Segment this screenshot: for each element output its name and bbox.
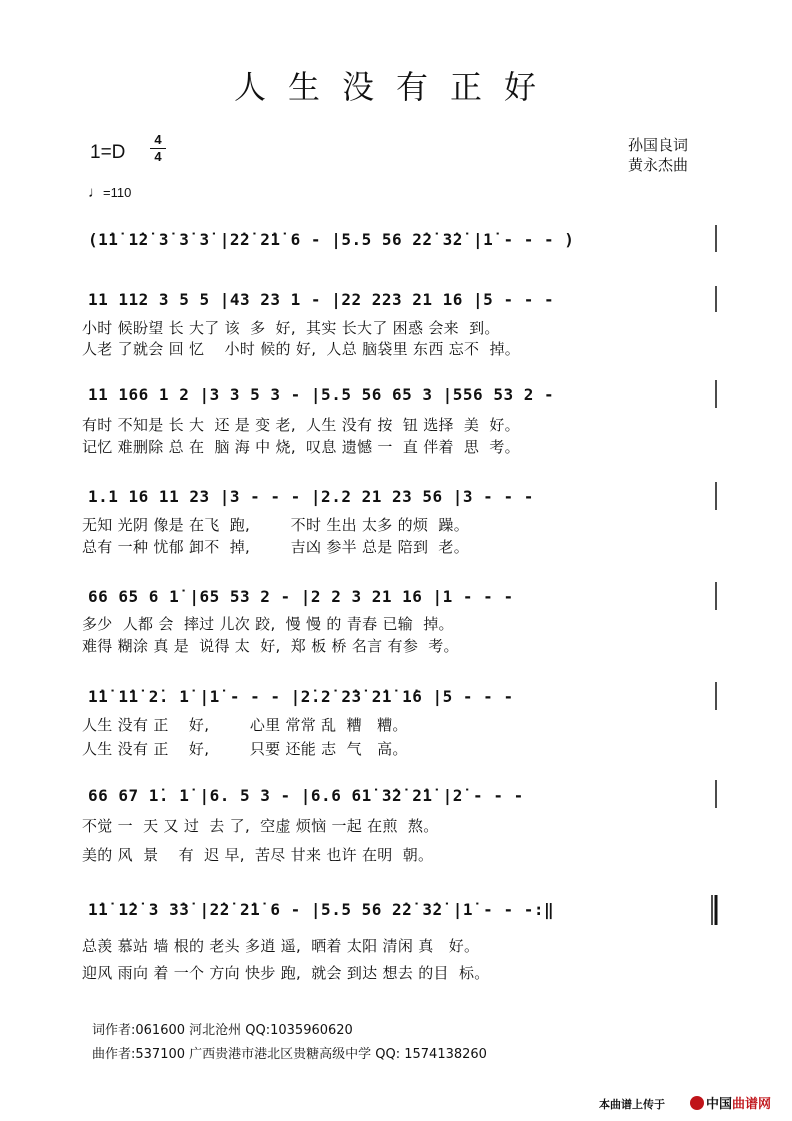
lyrics-line-6-verse-1: 人生 没有 正 好, 心里 常常 乱 糟 糟。 (82, 716, 408, 734)
lyricist-info: 词作者:061600 河北沧州 QQ:1035960620 (92, 1023, 353, 1038)
site-logo (690, 1093, 771, 1112)
lyrics-line-2-verse-1: 小时 候盼望 长 大了 该 多 好, 其实 长大了 困惑 会来 到。 (82, 319, 500, 337)
lyrics-line-7-verse-2: 美的 风 景 有 迟 早, 苦尽 甘来 也许 在明 朝。 (82, 846, 434, 864)
site-name-part-1: 中国 (706, 1097, 733, 1112)
time-signature-top: 4 (154, 132, 162, 147)
lyrics-line-5-verse-1: 多少 人都 会 摔过 儿次 跤, 慢 慢 的 青春 已输 掉。 (82, 615, 454, 633)
key-signature: 1=D (90, 142, 126, 163)
lyrics-line-2-verse-2: 人老 了就会 回 忆 小时 候的 好, 人总 脑袋里 东西 忘不 掉。 (82, 340, 521, 358)
notation-line-5: 66 65 6 1̇ |65 53 2 - |2 2 3 21 16 |1 - - - (88, 587, 514, 606)
time-signature-bottom: 4 (154, 149, 162, 164)
notation-line-3: 11 166 1 2 |3 3 5 3 - |5.5 56 65 3 |556 53 2 - (88, 385, 555, 404)
lyrics-line-4-verse-2: 总有 一种 忧郁 卸不 掉, 吉凶 参半 总是 陪到 老。 (82, 538, 469, 556)
composer-credit: 黄永杰曲 (628, 156, 689, 174)
lyricist-credit: 孙国良词 (628, 136, 689, 154)
quarter-note-icon: ♩ (88, 184, 103, 201)
lyrics-line-5-verse-2: 难得 糊涂 真 是 说得 太 好, 郑 板 桥 名言 有参 考。 (82, 637, 459, 655)
notation-line-6: 1̇1̇ 1̇1̇ 2̇. 1̇ |1̇ - - - |2̇.2̇ 2̇3̇ 2̇1̇ 1̇6 |5 - - - (88, 687, 514, 706)
lyrics-line-7-verse-1: 不觉 一 天 又 过 去 了, 空虚 烦恼 一起 在煎 熬。 (82, 817, 439, 835)
site-name-part-2: 曲谱网 (732, 1097, 772, 1112)
lyrics-line-8-verse-1: 总羡 慕站 墙 根的 老头 多逍 遥, 晒着 太阳 清闲 真 好。 (82, 937, 480, 955)
upload-source-text: 本曲谱上传于 (599, 1098, 665, 1111)
notation-line-1: (1̇1̇ 1̇2̇ 3̇ 3̇ 3̇ |2̇2̇ 2̇1̇ 6 - |5.5 56 2̇2̇ 3̇2̇ |1̇ - - - ) (88, 230, 575, 249)
lyrics-line-8-verse-2: 迎风 雨向 着 一个 方向 快步 跑, 就会 到达 想去 的目 标。 (82, 964, 490, 982)
notation-line-7: 66 67 1̇. 1̇ |6. 5 3 - |6.6 61̇ 3̇2̇ 2̇1̇ |2̇ - - - (88, 786, 524, 805)
site-logo-icon (690, 1096, 704, 1110)
lyrics-line-3-verse-1: 有时 不知是 长 大 还 是 变 老, 人生 没有 按 钮 选择 美 好。 (82, 416, 520, 434)
lyrics-line-3-verse-2: 记忆 难删除 总 在 脑 海 中 烧, 叹息 遗憾 一 直 伴着 思 考。 (82, 438, 520, 456)
composer-info: 曲作者:537100 广西贵港市港北区贵糖高级中学 QQ: 1574138260 (92, 1047, 487, 1062)
notation-line-2: 11 112 3 5 5 |43 23 1 - |22 223 21 16 |5 - - - (88, 290, 555, 309)
song-title: 人生没有正好 (233, 68, 558, 106)
lyrics-line-4-verse-1: 无知 光阴 像是 在飞 跑, 不时 生出 太多 的烦 躁。 (82, 516, 469, 534)
notation-line-8: 1̇1̇ 1̇2̇ 3 3̇3̇ |2̇2̇ 2̇1̇ 6 - |5.5 56 2̇2̇ 3̇2̇ |1̇ - - -:‖ (88, 900, 555, 919)
lyrics-line-6-verse-2: 人生 没有 正 好, 只要 还能 志 气 高。 (82, 740, 408, 758)
notation-line-4: 1.1 16 11 23 |3 - - - |2.2 21 23 56 |3 - - - (88, 487, 534, 506)
tempo-value: =110 (103, 185, 132, 200)
